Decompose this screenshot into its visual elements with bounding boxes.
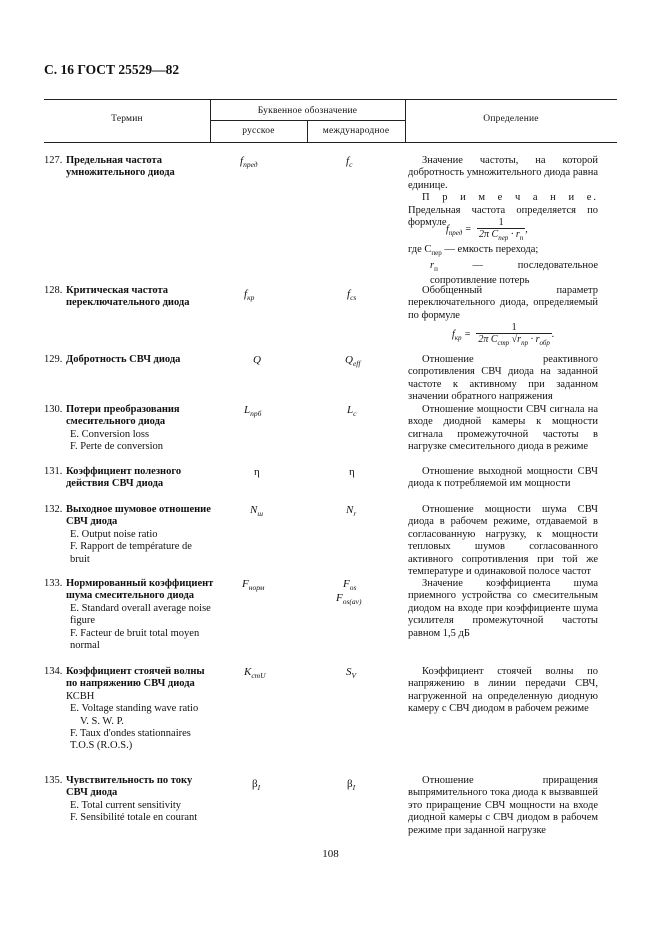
int-symbol-135: $\beta_I$ <box>347 778 356 793</box>
int-symbol-132: $N_r$ <box>346 504 357 519</box>
header-designation: Буквенное обозначение <box>257 106 358 116</box>
ru-symbol-134: $K_{стU}$ <box>244 666 266 681</box>
term-name: Предельная частота умножительного диода <box>66 155 175 179</box>
definition-131: Отношение выходной мощности СВЧ диода к потребляемой им мощности <box>408 466 598 490</box>
formula-128: $f_{кр}$ = $\frac{1}{2\pi C_{стр} √r_{пр} \cdot r_{обр}}$ . <box>452 322 555 347</box>
definition-130: Отношение мощности СВЧ сигнала на входе диодной камеры к мощности сигнала промежуточной частоты в нагрузке смесительного диода в режиме <box>408 404 598 453</box>
header-term: Термин <box>111 114 143 124</box>
term-127 <box>44 155 214 180</box>
table-header-bottom-rule <box>44 142 617 143</box>
definition-134: Коэффициент стоячей волны по напряжению в линии передачи СВЧ, нагруженной на определенную диодную камеру с СВЧ диодом в рабочем режиме <box>408 666 598 715</box>
ru-symbol-128: $f_{кр}$ <box>244 288 255 303</box>
table-top-rule <box>44 99 617 100</box>
header-russian: русское <box>242 126 275 136</box>
int-symbol-130: $L_c$ <box>347 404 357 419</box>
int-symbol-133-alt: $F_{os(av)}$ <box>336 592 362 607</box>
term-128: 128. Критическая частота переключательного диода <box>44 285 190 309</box>
page-number: 108 <box>322 848 339 860</box>
term-132: 132. Выходное шумовое отношение СВЧ диода E. Output noise ratio F. Rapport de température de bruit <box>44 504 211 565</box>
ru-symbol-131: η <box>254 466 260 478</box>
definition-129: Отношение реактивного сопротивления СВЧ диода на заданной частоте к активному при заданном значении обратного напряжения <box>408 354 598 403</box>
definition-127: Значение частоты, на которой добротность умножительного диода равна единице. П р и м е ч а н и е. Предельная частота определяется по формуле <box>408 155 598 229</box>
term-134: 134. Коэффициент стоячей волны по напряжению СВЧ диода КСВН E. Voltage standing wave ratio V. S. W. P. F. Taux d'ondes stationnaires T.O.S (R.O.S.) <box>44 666 205 752</box>
header-definition: Определение <box>483 114 539 124</box>
term-131: 131. Коэффициент полезного действия СВЧ диода <box>44 466 182 490</box>
term-129: 129. Добротность СВЧ диода <box>44 354 181 365</box>
int-symbol-128: $f_{cs}$ <box>347 288 357 303</box>
int-symbol-131: η <box>349 466 355 478</box>
int-symbol-134: $S_V$ <box>346 666 357 681</box>
ru-symbol-132: $N_ш$ <box>250 504 264 519</box>
ru-symbol-135: $\beta_I$ <box>252 778 261 793</box>
ru-symbol-127: $f_{пред}$ <box>240 155 258 170</box>
definition-133: Значение коэффициента шума приемного устройства со смесительным диодом на входе при коэффициенте шума усилителя промежуточной частоты равном 1,5 дБ <box>408 578 598 639</box>
definition-128: Обобщенный параметр переключательного диода, определяемый по формуле <box>408 285 598 321</box>
where-clause-127: где $C_{пер}$ — емкость перехода; $r_п$ — последовательное сопротивление потерь <box>408 244 598 286</box>
int-symbol-129: $Q_{eff}$ <box>345 354 361 369</box>
header-international: международное <box>322 126 390 136</box>
term-135: 135. Чувствительность по току СВЧ диода E. Total current sensitivity F. Sensibilité totale en courant <box>44 775 198 824</box>
int-symbol-127: $f_c$ <box>346 155 353 170</box>
ru-symbol-133: $F_{норм}$ <box>242 578 265 593</box>
int-symbol-133: $F_{os}$ <box>343 578 357 593</box>
formula-127: $f_{пред}$ = $\frac{1}{2\pi C_{пер} \cdot r_п}$ , <box>446 217 528 242</box>
term-number: 127. <box>44 155 63 166</box>
ru-symbol-130: $L_{прб}$ <box>244 404 262 419</box>
page-header: С. 16 ГОСТ 25529—82 <box>44 62 180 77</box>
definition-132: Отношение мощности шума СВЧ диода в рабочем режиме, отдаваемой в согласованную нагрузку, к мощности тепловых шумов согласованного активного сопротивления при той же температуре и одинаковой полосе частот <box>408 504 598 578</box>
term-133: 133. Нормированный коэффициент шума смесительного диода E. Standard overall average noise figure F. Facteur de bruit total moyen normal <box>44 578 214 652</box>
definition-135: Отношение приращения выпрямительного тока диода к вызвавшей это приращение СВЧ мощности на входе диодной камеры с СВЧ диодом в рабочем режиме при заданной нагрузке <box>408 775 598 836</box>
term-130: 130. Потери преобразования смесительного диода E. Conversion loss F. Perte de conversion <box>44 404 180 453</box>
ru-symbol-129: Q <box>253 354 261 366</box>
